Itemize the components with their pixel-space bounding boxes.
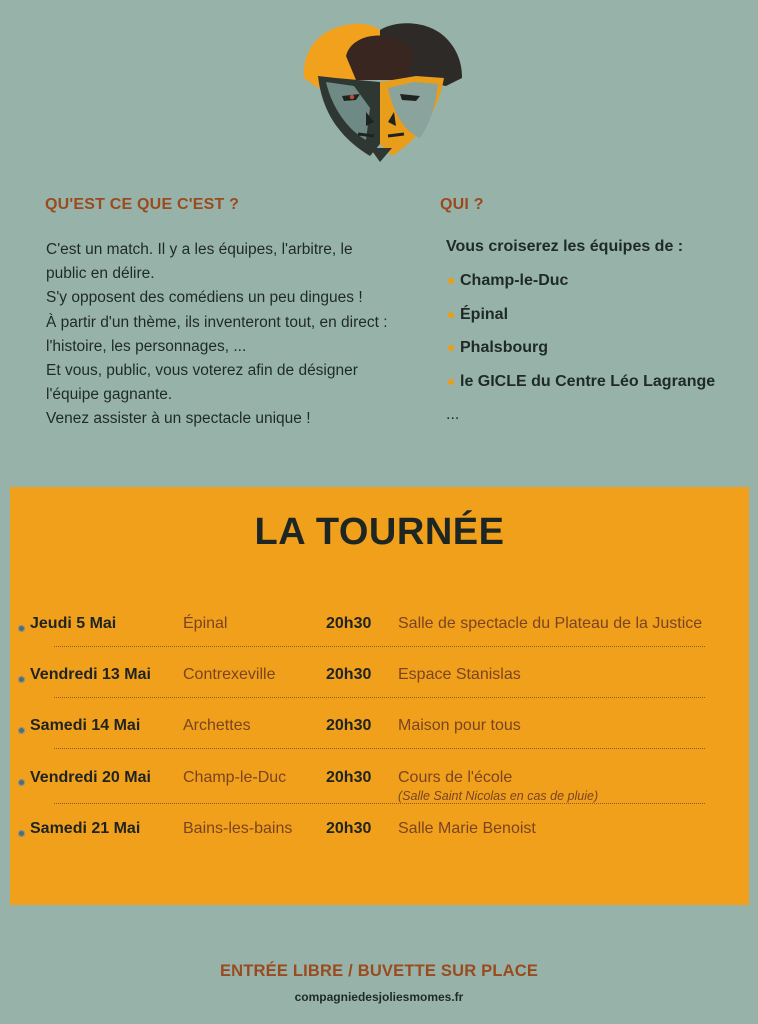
- team-name: Épinal: [460, 305, 509, 323]
- tour-panel: [10, 487, 749, 905]
- tour-row: [10, 715, 749, 751]
- tour-row: [10, 818, 749, 854]
- bullet-icon: [18, 727, 25, 734]
- dotted-divider: [54, 748, 705, 749]
- description-line: Venez assister à un spectacle unique !: [46, 410, 311, 428]
- team-name: Champ-le-Duc: [460, 272, 569, 289]
- tour-venue: Salle Marie Benoist: [398, 820, 536, 837]
- tour-date: Vendredi 13 Mai: [30, 666, 151, 683]
- teams-intro: Vous croiserez les équipes de :: [446, 238, 684, 255]
- description-text: [46, 238, 426, 432]
- tour-venue: Espace Stanislas: [398, 666, 521, 683]
- team-list: [446, 272, 715, 406]
- tour-city: Champ-le-Duc: [183, 769, 287, 786]
- team-item: [446, 339, 715, 373]
- section-title-what: QU'EST CE QUE C'EST ?: [45, 196, 240, 213]
- bullet-icon: [18, 830, 25, 837]
- bullet-icon: [448, 278, 454, 284]
- tour-row: [10, 767, 749, 803]
- description-line: l'histoire, les personnages, ...: [46, 337, 247, 355]
- two-faces-logo-icon: [296, 16, 466, 164]
- bullet-icon: [448, 345, 454, 351]
- bullet-icon: [18, 676, 25, 683]
- team-item: [446, 272, 715, 306]
- dotted-divider: [54, 803, 705, 804]
- section-title-who: QUI ?: [440, 196, 484, 213]
- bullet-icon: [18, 779, 25, 786]
- tour-time: 20h30: [326, 820, 372, 837]
- tour-venue: Salle de spectacle du Plateau de la Justice: [398, 615, 703, 632]
- tour-row: [10, 664, 749, 700]
- description-line: public en délire.: [46, 265, 155, 283]
- description-line: l'équipe gagnante.: [46, 386, 173, 404]
- tour-city: Contrexeville: [183, 666, 276, 683]
- dotted-divider: [54, 646, 705, 647]
- tour-date: Samedi 14 Mai: [30, 717, 141, 734]
- tour-date: Samedi 21 Mai: [30, 820, 141, 837]
- tour-time: 20h30: [326, 769, 372, 786]
- tour-time: 20h30: [326, 666, 372, 683]
- tour-venue: Maison pour tous: [398, 717, 521, 734]
- bullet-icon: [18, 625, 25, 632]
- tour-time: 20h30: [326, 717, 372, 734]
- tour-city: Archettes: [183, 717, 251, 734]
- team-name: le GICLE du Centre Léo Lagrange: [460, 372, 716, 390]
- bullet-icon: [448, 379, 454, 385]
- team-item: [446, 373, 715, 407]
- teams-more: ...: [446, 406, 460, 423]
- description-line: C'est un match. Il y a les équipes, l'arbitre, le: [46, 241, 353, 258]
- tour-date: Jeudi 5 Mai: [30, 615, 117, 632]
- tour-city: Épinal: [183, 615, 228, 632]
- tour-date: Vendredi 20 Mai: [30, 769, 151, 786]
- tour-row: [10, 613, 749, 649]
- dotted-divider: [54, 697, 705, 698]
- footer-title: ENTRÉE LIBRE / BUVETTE SUR PLACE: [219, 962, 539, 980]
- team-name: Phalsbourg: [460, 339, 549, 356]
- bullet-icon: [448, 312, 454, 318]
- description-line: Et vous, public, vous voterez afin de désigner: [46, 362, 358, 380]
- website-link[interactable]: compagniedesjoliesmomes.fr: [294, 990, 464, 1004]
- tour-time: 20h30: [326, 615, 372, 632]
- tour-city: Bains-les-bains: [183, 820, 293, 837]
- tour-venue-note: (Salle Saint Nicolas en cas de pluie): [398, 789, 599, 803]
- tour-title: LA TOURNÉE: [254, 511, 505, 553]
- description-line: À partir d'un thème, ils inventeront tout, en direct :: [46, 313, 388, 331]
- tour-venue: Cours de l'école: [398, 769, 513, 786]
- description-line: S'y opposent des comédiens un peu dingues !: [46, 289, 363, 307]
- team-item: [446, 306, 715, 340]
